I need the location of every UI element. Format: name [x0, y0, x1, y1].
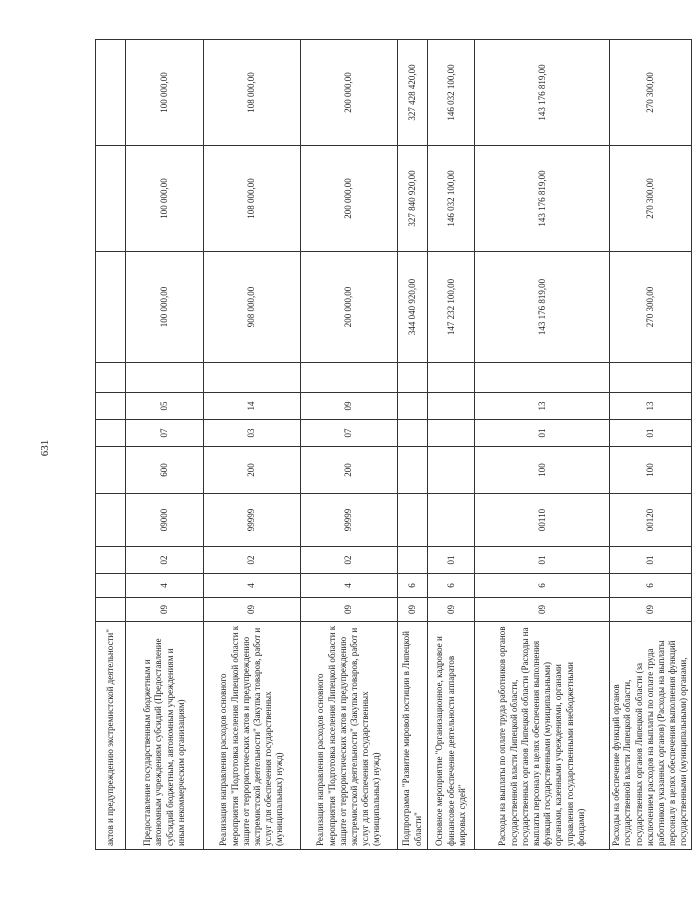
subsection-code-cell: 05: [126, 393, 204, 420]
amount-year-2-cell: 100 000,00: [126, 146, 204, 252]
subsection-code-cell: 09: [301, 393, 398, 420]
item-name-cell: Подпрограмма "Развитие мировой юстиции в Липецкой области": [398, 622, 428, 850]
direction-code-cell: 99999: [204, 494, 301, 547]
direction-code-cell: 99999: [301, 494, 398, 547]
budget-table-wrapper: [95, 40, 689, 850]
direction-code-cell: [428, 494, 475, 547]
amount-year-3-cell: 270 300,00: [610, 40, 691, 146]
amount-year-1-cell: 344 040 920,00: [398, 252, 428, 363]
extra-code-cell: [610, 363, 691, 393]
subprogram-code-cell: 4: [204, 574, 301, 598]
amount-year-3-cell: 100 000,00: [126, 40, 204, 146]
subsection-code-cell: [96, 393, 126, 420]
amount-year-2-cell: 146 032 100,00: [428, 146, 475, 252]
event-code-cell: 01: [475, 547, 610, 574]
item-name-cell: Реализация направления расходов основного мероприятия "Подготовка населения Липецкой области к защите от террористических актов и предупреждению экстремистской деятельности" (Закупка товаров, работ и услуг для обеспечения государственных (муниципальных) нужд): [301, 622, 398, 850]
table-row: [428, 40, 475, 850]
table-row: [398, 40, 428, 850]
section-code-cell: 03: [204, 420, 301, 447]
amount-year-1-cell: 143 176 819,00: [475, 252, 610, 363]
amount-year-1-cell: 270 300,00: [610, 252, 691, 363]
subsection-code-cell: 14: [204, 393, 301, 420]
program-code-cell: 09: [301, 598, 398, 622]
expense-type-cell: 100: [610, 447, 691, 494]
item-name-cell: Основное мероприятие "Организационное, кадровое и финансовое обеспечение деятельности аппаратов мировых судей": [428, 622, 475, 850]
subprogram-code-cell: 6: [610, 574, 691, 598]
subprogram-code-cell: 6: [475, 574, 610, 598]
event-code-cell: [96, 547, 126, 574]
amount-year-2-cell: 327 840 920,00: [398, 146, 428, 252]
amount-year-3-cell: 200 000,00: [301, 40, 398, 146]
section-code-cell: [428, 420, 475, 447]
page-number: 631: [39, 439, 51, 457]
subprogram-code-cell: 6: [398, 574, 428, 598]
section-code-cell: 07: [301, 420, 398, 447]
extra-code-cell: [96, 363, 126, 393]
amount-year-1-cell: 908 000,00: [204, 252, 301, 363]
extra-code-cell: [204, 363, 301, 393]
amount-year-1-cell: 200 000,00: [301, 252, 398, 363]
direction-code-cell: [398, 494, 428, 547]
program-code-cell: 09: [610, 598, 691, 622]
amount-year-3-cell: 143 176 819,00: [475, 40, 610, 146]
subprogram-code-cell: [96, 574, 126, 598]
amount-year-1-cell: 147 232 100,00: [428, 252, 475, 363]
expense-type-cell: 200: [204, 447, 301, 494]
budget-table: [95, 39, 692, 850]
event-code-cell: 01: [428, 547, 475, 574]
subprogram-code-cell: 6: [428, 574, 475, 598]
section-code-cell: [96, 420, 126, 447]
expense-type-cell: [96, 447, 126, 494]
amount-year-1-cell: 100 000,00: [126, 252, 204, 363]
program-code-cell: 09: [126, 598, 204, 622]
expense-type-cell: 200: [301, 447, 398, 494]
program-code-cell: 09: [475, 598, 610, 622]
direction-code-cell: 09000: [126, 494, 204, 547]
table-row: [610, 40, 691, 850]
subprogram-code-cell: 4: [126, 574, 204, 598]
section-code-cell: 01: [610, 420, 691, 447]
amount-year-2-cell: 143 176 819,00: [475, 146, 610, 252]
amount-year-2-cell: 200 000,00: [301, 146, 398, 252]
section-code-cell: [398, 420, 428, 447]
item-name-cell: Расходы на выплаты по оплате труда работников органов государственной власти Липецкой области, государственных органов Липецкой области (Расходы на выплаты персоналу в целях обеспечения выполнения функций государственными (муниципальными) органами, казенными учреждениями, органами управления государственными внебюджетными фондами): [475, 622, 610, 850]
extra-code-cell: [428, 363, 475, 393]
program-code-cell: [96, 598, 126, 622]
direction-code-cell: 00110: [475, 494, 610, 547]
extra-code-cell: [475, 363, 610, 393]
subsection-code-cell: [398, 393, 428, 420]
section-code-cell: 01: [475, 420, 610, 447]
expense-type-cell: 600: [126, 447, 204, 494]
subsection-code-cell: [428, 393, 475, 420]
amount-year-3-cell: 327 428 420,00: [398, 40, 428, 146]
section-code-cell: 07: [126, 420, 204, 447]
table-row: [96, 40, 126, 850]
extra-code-cell: [126, 363, 204, 393]
subsection-code-cell: 13: [610, 393, 691, 420]
direction-code-cell: [96, 494, 126, 547]
direction-code-cell: 00120: [610, 494, 691, 547]
amount-year-3-cell: 108 000,00: [204, 40, 301, 146]
item-name-cell: актов и предупреждению экстремистской деятельности": [96, 622, 126, 850]
item-name-cell: Расходы на обеспечение функций органов государственной власти Липецкой области, государственных органов Липецкой области (за исключением расходов на выплаты по оплате труда работников указанных органов) (Расходы на выплаты персоналу в целях обеспечения выполнения функций государственными (муниципальными) органами,: [610, 622, 691, 850]
subsection-code-cell: 13: [475, 393, 610, 420]
program-code-cell: 09: [204, 598, 301, 622]
table-row: [475, 40, 610, 850]
event-code-cell: 02: [126, 547, 204, 574]
table-row: [204, 40, 301, 850]
extra-code-cell: [301, 363, 398, 393]
event-code-cell: 02: [204, 547, 301, 574]
extra-code-cell: [398, 363, 428, 393]
amount-year-1-cell: [96, 252, 126, 363]
table-row: [301, 40, 398, 850]
amount-year-2-cell: 108 000,00: [204, 146, 301, 252]
amount-year-3-cell: 146 032 100,00: [428, 40, 475, 146]
amount-year-2-cell: 270 300,00: [610, 146, 691, 252]
event-code-cell: [398, 547, 428, 574]
expense-type-cell: [428, 447, 475, 494]
event-code-cell: 01: [610, 547, 691, 574]
expense-type-cell: 100: [475, 447, 610, 494]
item-name-cell: Предоставление государственным бюджетным и автономным учреждениям субсидий (Предоставление субсидий бюджетным, автономным учреждениям и иным некоммерческим организациям): [126, 622, 204, 850]
amount-year-3-cell: [96, 40, 126, 146]
subprogram-code-cell: 4: [301, 574, 398, 598]
program-code-cell: 09: [398, 598, 428, 622]
event-code-cell: 02: [301, 547, 398, 574]
item-name-cell: Реализация направления расходов основного мероприятия "Подготовка населения Липецкой области к защите от террористических актов и предупреждению экстремистской деятельности" (Закупка товаров, работ и услуг для обеспечения государственных (муниципальных) нужд): [204, 622, 301, 850]
amount-year-2-cell: [96, 146, 126, 252]
table-body: [96, 40, 692, 850]
expense-type-cell: [398, 447, 428, 494]
table-row: [126, 40, 204, 850]
program-code-cell: 09: [428, 598, 475, 622]
